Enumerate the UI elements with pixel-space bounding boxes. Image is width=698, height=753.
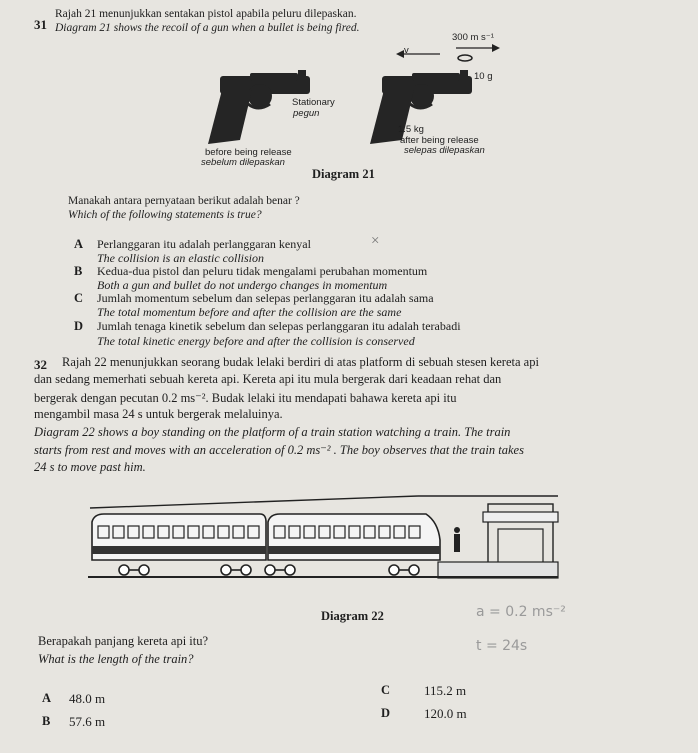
q32-option-a-letter[interactable]: A xyxy=(42,691,52,705)
q32-ms-line-2: dan sedang memerhati sebuah kereta api. Kereta api itu mula bergerak dari keadaan rehat dan xyxy=(34,372,502,386)
label-stationary-ms: pegun xyxy=(293,108,320,119)
q31-option-c-letter[interactable]: C xyxy=(74,291,84,305)
q32-ms-line-3: bergerak dengan pecutan 0.2 ms⁻². Budak lelaki itu mendapati bahawa kereta api itu xyxy=(34,391,457,405)
train-carriage-1 xyxy=(92,514,266,560)
train-wheels xyxy=(119,565,419,575)
cross-mark: × xyxy=(371,233,380,249)
q32-option-d-value: 120.0 m xyxy=(424,706,467,721)
q31-option-b-letter[interactable]: B xyxy=(74,264,83,278)
q31-option-c-en: The total momentum before and after the collision are the same xyxy=(97,305,402,319)
label-v: v xyxy=(404,45,409,56)
q31-stem-ms: Rajah 21 menunjukkan sentakan pistol apabila peluru dilepaskan. xyxy=(55,8,357,20)
q31-option-b-en: Both a gun and bullet do not undergo changes in momentum xyxy=(97,278,388,292)
q32-number: 32 xyxy=(34,357,47,372)
bullet-icon xyxy=(458,55,472,61)
q31-question-ms: Manakah antara pernyataan berikut adalah benar ? xyxy=(68,195,300,207)
label-bullet-mass: 10 g xyxy=(474,71,493,82)
label-after-ms: selepas dilepaskan xyxy=(404,145,485,156)
q31-stem-en: Diagram 21 shows the recoil of a gun when a bullet is being fired. xyxy=(55,22,360,34)
q32-option-b-letter[interactable]: B xyxy=(42,714,51,728)
q32-en-line-2: starts from rest and moves with an acceleration of 0.2 ms⁻² . The boy observes that the train takes xyxy=(34,443,524,457)
boy-icon xyxy=(454,527,460,552)
handwritten-time: t = 24s xyxy=(476,638,528,654)
q31-option-d-ms: Jumlah tenaga kinetik sebelum dan selepas perlanggaran itu adalah terabadi xyxy=(97,319,461,333)
handwritten-acceleration: a = 0.2 ms⁻² xyxy=(476,604,566,620)
station-roof xyxy=(90,496,418,508)
diagram-21-caption: Diagram 21 xyxy=(312,167,375,181)
q32-ms-line-4: mengambil masa 24 s untuk bergerak melaluinya. xyxy=(34,407,283,421)
q31-question-en: Which of the following statements is true? xyxy=(68,209,262,221)
station-platform xyxy=(438,562,558,578)
train-carriage-2 xyxy=(268,514,440,560)
q31-option-a-en: The collision is an elastic collision xyxy=(97,251,264,265)
diagram-22 xyxy=(88,484,628,599)
q31-option-a-letter[interactable]: A xyxy=(74,237,84,251)
q31-option-b-ms: Kedua-dua pistol dan peluru tidak mengalami perubahan momentum xyxy=(97,264,428,278)
q32-option-b-value: 57.6 m xyxy=(69,714,106,729)
q32-option-d-letter[interactable]: D xyxy=(381,706,391,720)
label-after-en: after being release xyxy=(400,135,479,146)
q32-en-line-3: 24 s to move past him. xyxy=(34,460,146,474)
label-stationary-en: Stationary xyxy=(292,97,335,108)
label-gun-mass: 1.5 kg xyxy=(398,124,424,135)
q32-ms-line-1: Rajah 22 menunjukkan seorang budak lelaki berdiri di atas platform di sebuah stesen kereta api xyxy=(62,355,539,369)
diagram-22-caption: Diagram 22 xyxy=(321,609,384,623)
q32-option-c-value: 115.2 m xyxy=(424,683,467,698)
q32-en-line-1: Diagram 22 shows a boy standing on the platform of a train station watching a train. The train xyxy=(34,425,511,439)
label-speed: 300 m s⁻¹ xyxy=(452,32,494,43)
q31-option-c-ms: Jumlah momentum sebelum dan selepas perlanggaran itu adalah sama xyxy=(97,291,434,305)
q32-question-en: What is the length of the train? xyxy=(38,652,194,666)
q31-option-d-letter[interactable]: D xyxy=(74,319,84,333)
q32-question-ms: Berapakah panjang kereta api itu? xyxy=(38,634,209,648)
label-before-en: before being release xyxy=(205,147,292,158)
q32-option-a-value: 48.0 m xyxy=(69,691,106,706)
q32-option-c-letter[interactable]: C xyxy=(381,683,391,697)
label-before-ms: sebelum dilepaskan xyxy=(201,157,285,168)
q31-number: 31 xyxy=(34,17,47,32)
q31-option-d-en: The total kinetic energy before and after the collision is conserved xyxy=(97,334,415,348)
q31-option-a-ms: Perlanggaran itu adalah perlanggaran kenyal xyxy=(97,237,311,251)
